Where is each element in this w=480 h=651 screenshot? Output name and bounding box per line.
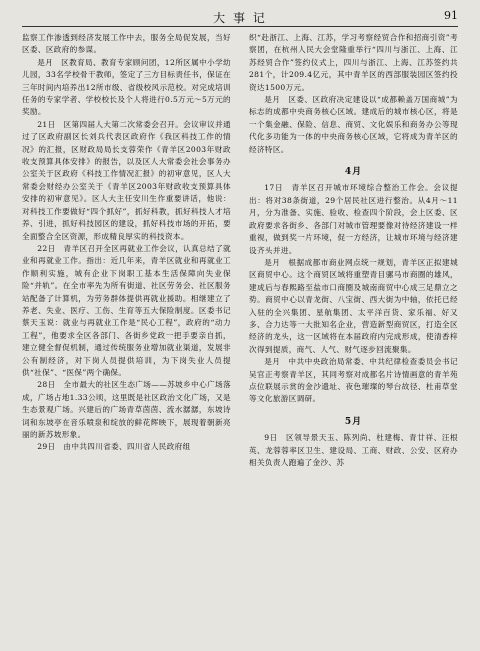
entry-paragraph: 29日 由中共四川省委、四川省人民政府组 xyxy=(37,442,191,452)
entry-paragraph: 是月 区委、区政府决定建设以“成都赖盖万国商城”为标志的成都中央商务核心区域。建成后的城市核心区，将是一个集金融、保险、信息、商贸、文化娱乐和商务办公等现代化多功能为一体的中央商务核心区域，它将成为青羊区的经济特区。 xyxy=(249,95,458,154)
running-header xyxy=(22,6,458,27)
month-heading: 5月 xyxy=(344,416,363,427)
entry-paragraph: 是月 区教育局、教育专家顾问团，12所区属中小学幼儿园，33名学校骨干教师，签定了三方目标责任书，保证在三年时间内培养出12所市级、省级校风示范校。对完成培训任务的专家学者、学校校长及个人将进行0.5万元～5万元的奖励。 xyxy=(22,57,231,117)
left-column xyxy=(22,32,231,645)
entry-paragraph: 是月 中共中央政治局常委、中共纪律检查委员会书记吴官正考察青羊区，其同考察对成都名片诗情画意的青羊苑点位联展示赏的金沙遗址、夜色璀璨的琴台故径、杜甫草堂等文化旅游区调研。 xyxy=(249,357,458,404)
two-column-body xyxy=(22,32,458,645)
entry-paragraph: 监察工作渗透到经济发展工作中去，服务全局促发展，当好区委、区政府的参谋。 xyxy=(22,33,231,55)
page-number: 91 xyxy=(444,9,458,22)
entry-paragraph: 21日 区第四届人大第二次常委会召开。会议审议并通过了区政府副区长刘兵代表区政府作《我区科技工作的情况》的汇报，区财政局局长支蓉荣作《青羊区2003年财政收支预算具体安排》的报告，以及区人大常委会社会事务办公室关于区政府《科技工作情况汇报》的初审意见，区人大常委会财经办公室关于《青羊区2003年财政收支预算具体安排的初审意见》。区人大主任安川生作重要讲话，他说：对科技工作要做好“四个抓好”，抓好科教，抓好科技人才培养、引进，抓好科技园区的建设，抓好科技市场的开拓，要全面整合全区资源，形成精良厚实的科技资本。 xyxy=(22,119,231,241)
entry-paragraph: 17日 青羊区召开城市环境综合整治工作会。会议提出：将对38条街道，29个居民社区进行整治。从4月～11月，分为准备、实施、验收、检查四个阶段，会上区委、区政府要求各街乡、各部门对城市管理要像对待经济建设一样重视，做到奖一片环境，促一方经济，让城市环境与经济建设齐头并进。 xyxy=(249,183,458,255)
entry-paragraph: 9日 区领导景天玉、陈列尚、杜建梅、青廿祥、汪根英、龙蓉蓉率区卫生、建设局、工商、财政、公安、区府办相关负责人跑遍了金沙、苏 xyxy=(249,433,458,467)
entry-paragraph: 织“赴浙江、上海、江苏，学习考察经贸合作和招商引资”考察团，在杭州人民大会堂隆重举行“四川与浙江、上海、江苏经贸合作”签约仪式上，四川与浙江、上海、江苏签约共281个，计209.4亿元，其中青羊区的西部服装园区签约投资达1500万元。 xyxy=(249,33,458,92)
right-column xyxy=(249,32,458,645)
entry-paragraph: 22日 青羊区召开全区再就业工作会议，认真总结了就业和再就业工作。指出：近几年来，青羊区就业和再就业工作顺利实施，城有企业下岗职工基本生活保障向失业保险“并轨”。在全市率先为所有街道、社区劳务会、社区服务站配备了计算机，为劳务群体提供再就业援助。相继建立了养老、失业、医疗、工伤、生育等五大保险制度。区委书记蔡天玉说：就业与再就业工作是“民心工程”，政府的“动力工程”，他要求全区各部门、各街乡党政一把手要亲自抓，建立健全督促机制，通过传统服务业增加就业渠道，发展非公有制经济，对下岗人员提供培训，为下岗失业人员提供“社保”、“医保”两个确保。 xyxy=(22,243,231,377)
entry-paragraph: 是月 根据成都市商业网点统一规划，青羊区正拟建城区商贸中心。这个商贸区域将重塑青目骡马市商圈的雄风，建成后与春熙路至盐市口商圈及城南商贸中心成三足鼎立之势。商贸中心以青龙街、八宝街、西大街为中轴，依托已经入驻的全兴集团、星航集团、太平洋百货、家乐福、好又多、合力达等一大批知名企业，营造新型商贸区，打造全区经济的龙头，这一区域将在本届政府内完成形成，使清香梓次得到提质，商气、人气、财气逐步回流聚集。 xyxy=(249,257,458,354)
header-title: 大 事 记 xyxy=(213,11,267,25)
month-heading: 4月 xyxy=(344,167,363,178)
entry-paragraph: 28日 全市最大的社区生态广场——苏坡乡中心广场落成，广场占地1.33公顷，这里既是社区政治文化广场，又是生态景观广场。兴建后的广场青草茵茵、流水潺潺，东坡诗词和东坡亭在音乐喷泉和绽放的鲜花辉映下，展现着朝新亮丽的新苏坡形象。 xyxy=(22,380,231,439)
